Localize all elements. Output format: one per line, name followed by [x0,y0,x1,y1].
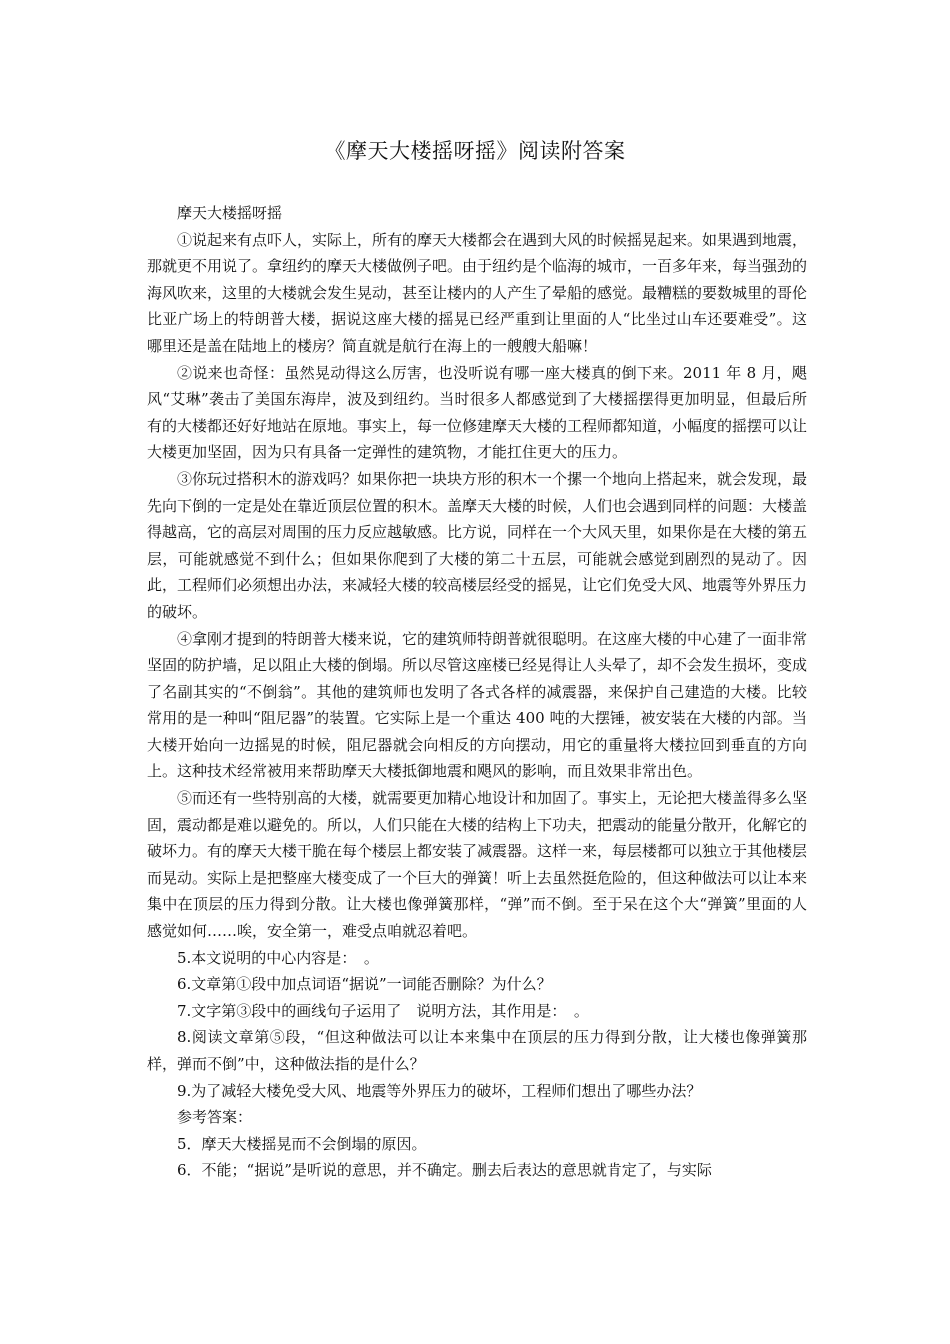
question-6: 6.文章第①段中加点词语“据说”一词能否删除？为什么？ [177,975,552,994]
paragraph-1: ①说起来有点吓人，实际上，所有的摩天大楼都会在遇到大风的时候摇晃起来。如果遇到地震，那就更不用说了。拿纽约的摩天大楼做例子吧。由于纽约是个临海的城市，一百多年来，每当强劲的海风吹来，这里的大楼就会发生晃动，甚至让楼内的人产生了晕船的感觉。最糟糕的要数城里的哥伦比亚广场上的特朗普大楼，据说这座大楼的摇晃已经严重到让里面的人“比坐过山车还要难受”。这哪里还是盖在陆地上的楼房？简直就是航行在海上的一艘艘大船嘛！ [147,230,808,355]
question-9: 9.为了减轻大楼免受大风、地震等外界压力的破坏，工程师们想出了哪些办法？ [177,1081,702,1100]
question-8: 8.阅读文章第⑤段，“但这种做法可以让本来集中在顶层的压力得到分散，让大楼也像弹簧那样，弹而不倒”中，这种做法指的是什么？ [147,1028,807,1073]
paragraph-4: ④拿刚才提到的特朗普大楼来说，它的建筑师特朗普就很聪明。在这座大楼的中心建了一面非常坚固的防护墙，足以阻止大楼的倒塌。所以尽管这座楼已经晃得让人头晕了，却不会发生损坏，变成了名副其实的“不倒翁”。其他的建筑师也发明了各式各样的减震器，来保护自己建造的大楼。比较常用的是一种叫“阻尼器”的装置。它实际上是一个重达 400 吨的大摆锤，被安装在大楼的内部。当大楼开始向一边摇晃的时候，阻尼器就会向相反的方向摆动，用它的重量将大楼拉回到垂直的方向上。这种技术经常被用来帮助摩天大楼抵御地震和飓风的影响，而且效果非常出色。 [147,629,808,781]
answer-6: 6．不能；“据说”是听说的意思，并不确定。删去后表达的意思就肯定了，与实际 [177,1161,712,1180]
paragraph-5: ⑤而还有一些特别高的大楼，就需要更加精心地设计和加固了。事实上，无论把大楼盖得多么坚固，震动都是难以避免的。所以，人们只能在大楼的结构上下功夫，把震动的能量分散开，化解它的破坏力。有的摩天大楼干脆在每个楼层上都安装了减震器。这样一来，每层楼都可以独立于其他楼层而晃动。实际上是把整座大楼变成了一个巨大的弹簧！听上去虽然挺危险的，但这种做法可以让本来集中在顶层的压力得到分散。让大楼也像弹簧那样，“弹”而不倒。至于呆在这个大“弹簧”里面的人感觉如何……唉，安全第一，难受点咱就忍着吧。 [147,789,808,941]
document-title: 《摩天大楼摇呀摇》阅读附答案 [324,139,626,163]
answer-5: 5．摩天大楼摇晃而不会倒塌的原因。 [177,1134,427,1153]
question-5: 5.本文说明的中心内容是： 。 [177,948,379,967]
question-7: 7.文字第③段中的画线句子运用了 说明方法，其作用是： 。 [177,1001,589,1020]
paragraph-2: ②说来也奇怪：虽然晃动得这么厉害，也没听说有哪一座大楼真的倒下来。2011 年 8 月，飓风“艾琳”袭击了美国东海岸，波及到纽约。当时很多人都感觉到了大楼摇摆得更加明显，但最后所有的大楼都还好好地站在原地。事实上，每一位修建摩天大楼的工程师都知道，小幅度的摇摆可以让大楼更加坚固，因为只有具备一定弹性的建筑物，才能扛住更大的压力。 [147,363,808,462]
article-title: 摩天大楼摇呀摇 [177,204,283,222]
paragraph-3: ③你玩过搭积木的游戏吗？如果你把一块块方形的积木一个摞一个地向上搭起来，就会发现，最先向下倒的一定是处在靠近顶层位置的积木。盖摩天大楼的时候，人们也会遇到同样的问题：大楼盖得越高，它的高层对周围的压力反应越敏感。比方说，同样在一个大风天里，如果你是在大楼的第五层，可能就感觉不到什么；但如果你爬到了大楼的第二十五层，可能就会感觉到剧烈的晃动了。因此，工程师们必须想出办法，来减轻大楼的较高楼层经受的摇晃，让它们免受大风、地震等外界压力的破坏。 [147,469,808,621]
answers-heading: 参考答案： [177,1108,253,1127]
document-body [147,200,807,1184]
